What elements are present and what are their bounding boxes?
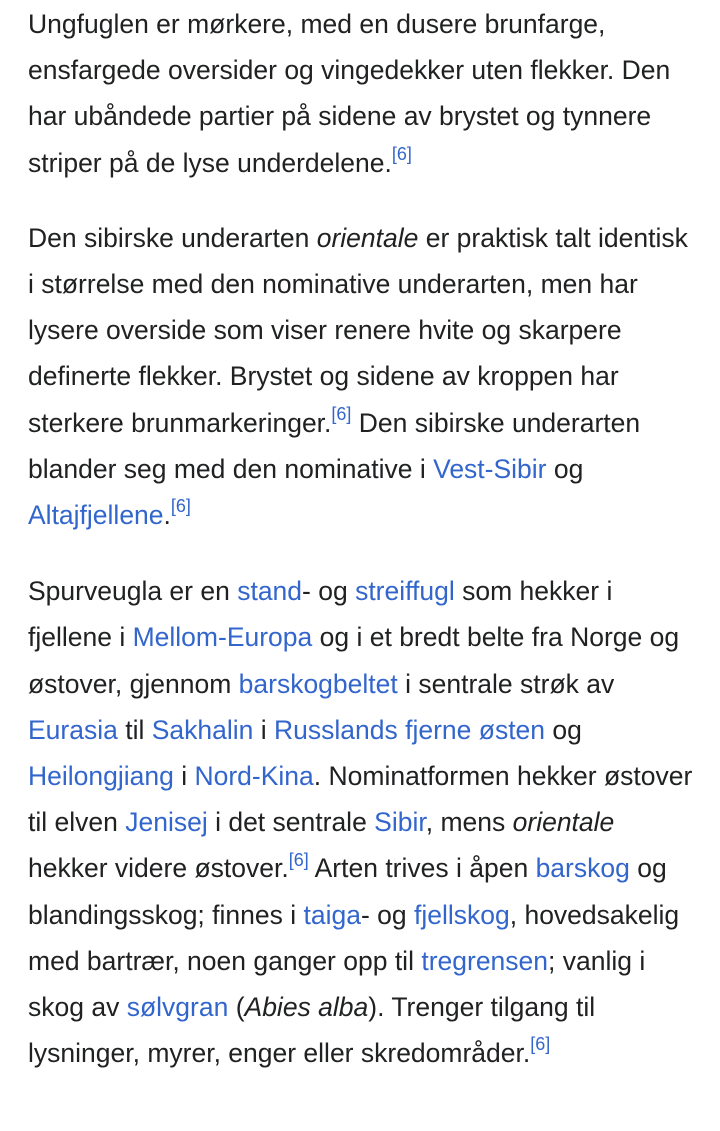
paragraph-text: i det sentrale	[207, 807, 375, 838]
paragraph-text: Ungfuglen er mørkere, med en dusere brunfarge, ensfargede oversider og vingedekker uten flekker. Den har ubåndede partier på sidene av brystet og tynnere striper på de lyse underdelene.	[28, 9, 671, 178]
paragraph-text: Den sibirske underarten blander seg med den nominative i	[28, 407, 641, 484]
paragraph-text: i	[173, 761, 195, 792]
paragraph-text: i sentrale strøk av	[397, 668, 615, 699]
paragraph-text: ; vanlig i skog av	[28, 945, 646, 1023]
italic-term: orientale	[316, 222, 419, 253]
paragraph-text: , hovedsakelig med bartrær, noen ganger opp til	[28, 899, 680, 976]
wiki-link[interactable]: Heilongjiang	[28, 761, 174, 792]
italic-term: orientale	[512, 807, 615, 838]
paragraph-text: og	[545, 714, 582, 745]
wiki-link[interactable]: sølvgran	[126, 992, 229, 1023]
paragraph-text: , mens	[425, 807, 513, 838]
paragraph-text: - og	[302, 576, 356, 607]
wiki-link[interactable]: Mellom-Europa	[132, 622, 313, 653]
citation-ref	[289, 850, 309, 870]
paragraph-text: og i et bredt belte fra Norge og østover, gjennom	[28, 622, 680, 699]
paragraph-text: i	[253, 714, 275, 745]
wiki-link[interactable]: Sibir	[374, 807, 426, 838]
paragraph-text: hekker videre østover.	[28, 853, 289, 884]
citation-ref	[530, 1034, 550, 1054]
paragraph-text: .	[163, 500, 171, 531]
paragraph-text: som hekker i fjellene i	[28, 576, 613, 653]
paragraph-text: (	[228, 992, 245, 1023]
wiki-link[interactable]: barskogbeltet	[238, 668, 398, 699]
wiki-link[interactable]: Eurasia	[28, 714, 118, 745]
wiki-link[interactable]: barskog	[535, 853, 630, 884]
citation-link[interactable]: [6]	[170, 496, 191, 517]
paragraph-text: . Nominatformen hekker østover til elven	[28, 761, 693, 838]
wiki-link[interactable]: Altajfjellene	[28, 500, 164, 531]
wiki-link[interactable]: Vest-Sibir	[433, 453, 547, 484]
citation-link[interactable]: [6]	[331, 403, 352, 424]
paragraph-text: til	[117, 714, 152, 745]
wiki-link[interactable]: Jenisej	[125, 807, 208, 838]
paragraph-text: er praktisk talt identisk i størrelse med den nominative underarten, men har lysere overside som viser renere hvite og skarpere definerte flekker. Brystet og sidene av kroppen har sterkere brunmarkeringer.	[28, 222, 688, 438]
wiki-link[interactable]: tregrensen	[421, 945, 549, 976]
paragraph-distribution	[28, 568, 693, 1076]
paragraph-text: Arten trives i åpen	[308, 853, 536, 884]
wiki-link[interactable]: streiffugl	[355, 576, 455, 607]
wiki-link[interactable]: stand	[237, 576, 303, 607]
citation-link[interactable]: [6]	[530, 1034, 551, 1055]
paragraph-subspecies	[28, 215, 693, 538]
wiki-link[interactable]: taiga	[303, 899, 361, 930]
citation-link[interactable]: [6]	[288, 849, 309, 870]
citation-ref	[171, 496, 191, 516]
paragraph-text: ). Trenger tilgang til lysninger, myrer, enger eller skredområder.	[28, 992, 596, 1069]
paragraph-text: Den sibirske underarten	[28, 222, 317, 253]
paragraph-text: og	[546, 453, 584, 484]
paragraph-text: Spurveugla er en	[28, 576, 238, 607]
wiki-link[interactable]: Nord-Kina	[194, 761, 314, 792]
wiki-link[interactable]: Sakhalin	[151, 714, 254, 745]
wiki-link[interactable]: fjellskog	[413, 899, 510, 930]
italic-term: Abies alba	[244, 992, 369, 1023]
paragraph-juvenile	[28, 1, 693, 186]
wiki-link[interactable]: Russlands fjerne østen	[274, 714, 546, 745]
paragraph-text: - og	[360, 899, 414, 930]
citation-ref	[392, 144, 412, 164]
paragraph-text: og blandingsskog; finnes i	[28, 853, 667, 930]
citation-ref	[331, 404, 351, 424]
citation-link[interactable]: [6]	[391, 143, 412, 164]
